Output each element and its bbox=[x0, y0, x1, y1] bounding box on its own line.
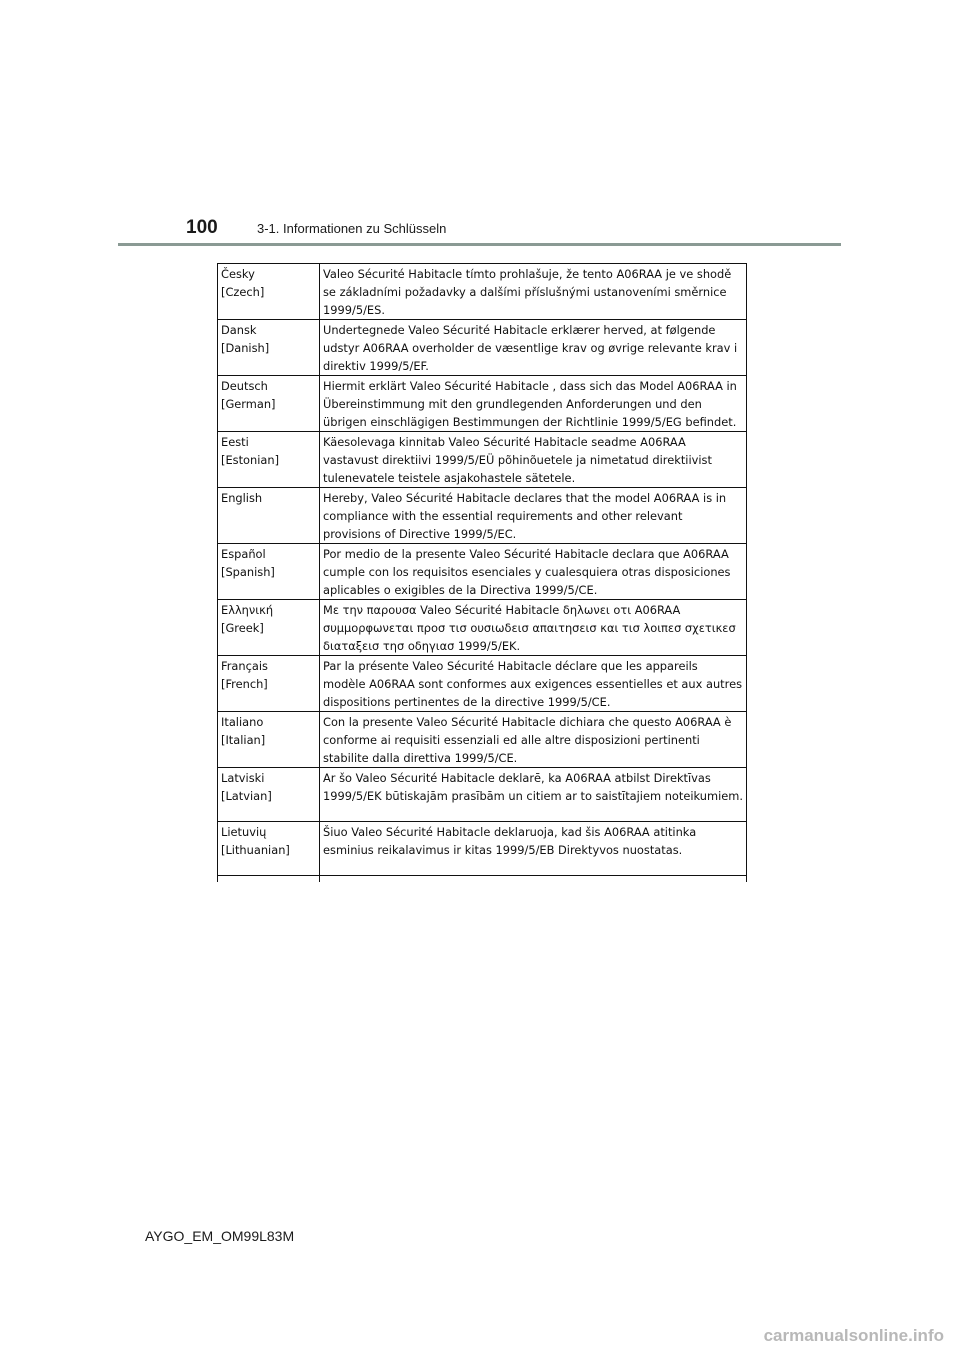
language-english-name: [Czech] bbox=[221, 285, 265, 299]
document-code: AYGO_EM_OM99L83M bbox=[145, 1228, 295, 1244]
language-english-name: [Italian] bbox=[221, 733, 266, 747]
declaration-text: Con la presente Valeo Sécurité Habitacle dichiara che questo A06RAA è conforme ai requisiti essenziali ed alle altre disposizioni pertinenti stabilite dalla direttiva 1999/5/CE. bbox=[320, 712, 747, 768]
language-cell bbox=[218, 432, 320, 488]
page-number: 100 bbox=[186, 217, 218, 238]
language-cell bbox=[218, 376, 320, 432]
language-cell bbox=[218, 264, 320, 320]
language-english-name: [Lithuanian] bbox=[221, 843, 290, 857]
language-name: Ελληνική bbox=[221, 603, 274, 617]
language-english-name: [Greek] bbox=[221, 621, 264, 635]
section-title: 3-1. Informationen zu Schlüsseln bbox=[257, 221, 447, 236]
language-name: Italiano bbox=[221, 715, 264, 729]
empty-cell bbox=[320, 876, 747, 883]
language-english-name: [German] bbox=[221, 397, 276, 411]
empty-cell bbox=[218, 876, 320, 883]
language-cell bbox=[218, 656, 320, 712]
language-english-name: [Spanish] bbox=[221, 565, 275, 579]
language-english-name: [French] bbox=[221, 677, 268, 691]
table-row bbox=[218, 320, 747, 376]
declaration-text: Valeo Sécurité Habitacle tímto prohlašuje, že tento A06RAA je ve shodě se základními požadavky a dalšími příslušnými ustanoveními směrnice 1999/5/ES. bbox=[320, 264, 747, 320]
language-name: Eesti bbox=[221, 435, 249, 449]
table-row bbox=[218, 488, 747, 544]
declaration-text: Por medio de la presente Valeo Sécurité Habitacle declara que A06RAA cumple con los requisitos esenciales y cualesquiera otras disposiciones aplicables o exigibles de la Directiva 1999/5/CE. bbox=[320, 544, 747, 600]
declaration-text: Undertegnede Valeo Sécurité Habitacle erklærer herved, at følgende udstyr A06RAA overholder de væsentlige krav og øvrige relevante krav i direktiv 1999/5/EF. bbox=[320, 320, 747, 376]
language-name: Latviski bbox=[221, 771, 265, 785]
header-divider bbox=[118, 243, 841, 246]
language-name: English bbox=[221, 491, 263, 505]
declaration-text: Käesolevaga kinnitab Valeo Sécurité Habitacle seadme A06RAA vastavust direktiivi 1999/5/EÜ põhinõuetele ja nimetatud direktiivist tulenevatele teistele asjakohastele sätetele. bbox=[320, 432, 747, 488]
language-english-name: [Estonian] bbox=[221, 453, 280, 467]
declaration-text: Με την παρουσα Valeo Sécurité Habitacle δηλωνει οτι A06RAA συμμορφωνεται προσ τισ ουσιωδεισ απαιτησεισ και τισ λοιπεσ σχετικεσ διαταξεισ τησ οδηγιασ 1999/5/ΕΚ. bbox=[320, 600, 747, 656]
language-name: Lietuvių bbox=[221, 825, 267, 839]
watermark: carmanualsonline.info bbox=[763, 1326, 944, 1345]
language-cell bbox=[218, 488, 320, 544]
declaration-text: Šiuo Valeo Sécurité Habitacle deklaruoja, kad šis A06RAA atitinka esminius reikalavimus ir kitas 1999/5/EB Direktyvos nuostatas. bbox=[320, 822, 747, 876]
language-cell bbox=[218, 544, 320, 600]
language-name: Español bbox=[221, 547, 266, 561]
language-cell bbox=[218, 712, 320, 768]
language-name: Česky bbox=[221, 267, 255, 281]
declaration-table bbox=[217, 263, 747, 882]
language-name: Dansk bbox=[221, 323, 257, 337]
table-row bbox=[218, 544, 747, 600]
language-cell bbox=[218, 822, 320, 876]
table-row bbox=[218, 432, 747, 488]
table-row bbox=[218, 264, 747, 320]
table-row bbox=[218, 376, 747, 432]
language-name: Français bbox=[221, 659, 268, 673]
language-english-name: [Latvian] bbox=[221, 789, 272, 803]
table-row bbox=[218, 656, 747, 712]
table-row bbox=[218, 600, 747, 656]
language-cell bbox=[218, 320, 320, 376]
table-row bbox=[218, 822, 747, 876]
declaration-text: Par la présente Valeo Sécurité Habitacle déclare que les appareils modèle A06RAA sont conformes aux exigences essentielles et aux autres dispositions pertinentes de la directive 1999/5/CE. bbox=[320, 656, 747, 712]
language-name: Deutsch bbox=[221, 379, 268, 393]
declaration-text: Hereby, Valeo Sécurité Habitacle declares that the model A06RAA is in compliance with the essential requirements and other relevant provisions of Directive 1999/5/EC. bbox=[320, 488, 747, 544]
declaration-text: Hiermit erklärt Valeo Sécurité Habitacle , dass sich das Model A06RAA in Übereinstimmung mit den grundlegenden Anforderungen und den übrigen einschlägigen Bestimmungen der Richtlinie 1999/5/EG befindet. bbox=[320, 376, 747, 432]
language-cell bbox=[218, 768, 320, 822]
table-row bbox=[218, 768, 747, 822]
table-row bbox=[218, 712, 747, 768]
language-english-name: [Danish] bbox=[221, 341, 270, 355]
language-cell bbox=[218, 600, 320, 656]
declaration-text: Ar šo Valeo Sécurité Habitacle deklarē, ka A06RAA atbilst Direktīvas 1999/5/EK būtiskajām prasībām un citiem ar to saistītajiem noteikumiem. bbox=[320, 768, 747, 822]
table-row-empty bbox=[218, 876, 747, 883]
